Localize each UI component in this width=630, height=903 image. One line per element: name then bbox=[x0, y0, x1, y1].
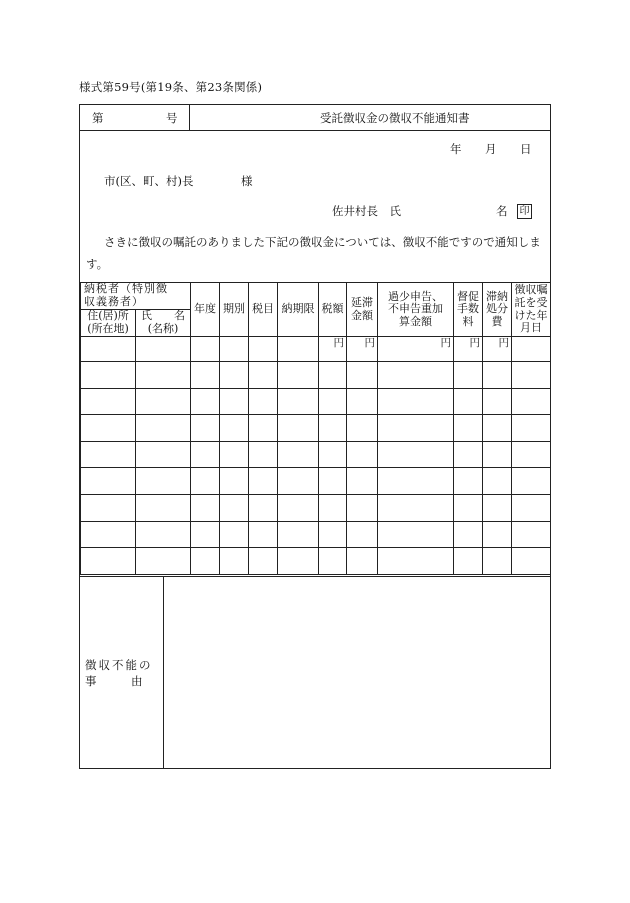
date-day: 日 bbox=[520, 142, 532, 156]
table-cell[interactable] bbox=[378, 388, 454, 415]
table-cell[interactable] bbox=[347, 388, 378, 415]
table-cell[interactable] bbox=[378, 441, 454, 468]
name-line-1: 氏 名 bbox=[141, 309, 185, 323]
unit-cell bbox=[191, 337, 220, 362]
taxpayer-header: 納税者（特別徴収義務者） bbox=[81, 283, 191, 310]
col-disposal-cost bbox=[483, 283, 512, 337]
unit-yen-tax: 円 bbox=[319, 337, 347, 362]
table-cell[interactable] bbox=[454, 468, 483, 495]
commission-line-2: 託を受 bbox=[514, 295, 548, 309]
table-cell[interactable] bbox=[483, 548, 512, 575]
table-cell[interactable] bbox=[278, 362, 319, 389]
table-cell[interactable] bbox=[454, 415, 483, 442]
table-cell[interactable] bbox=[81, 362, 136, 389]
table-cell[interactable] bbox=[220, 362, 249, 389]
table-cell[interactable] bbox=[512, 441, 551, 468]
table-cell[interactable] bbox=[136, 548, 191, 575]
table-row bbox=[81, 362, 551, 389]
unit-cell bbox=[512, 337, 551, 362]
table-cell[interactable] bbox=[81, 494, 136, 521]
commission-line-4: 月日 bbox=[520, 321, 542, 335]
table-cell[interactable] bbox=[319, 468, 347, 495]
table-cell[interactable] bbox=[483, 521, 512, 548]
address-line-2: (所在地) bbox=[87, 322, 129, 335]
table-cell[interactable] bbox=[191, 521, 220, 548]
unit-cell bbox=[220, 337, 249, 362]
table-row bbox=[81, 415, 551, 442]
table-cell[interactable] bbox=[378, 521, 454, 548]
addressee-name: 市(区、町、村)長 bbox=[104, 174, 194, 188]
table-row bbox=[81, 468, 551, 495]
unit-yen-penalty: 円 bbox=[378, 337, 454, 362]
table-cell[interactable] bbox=[249, 388, 278, 415]
penalty-line-3: 算金額 bbox=[399, 314, 432, 328]
reason-label bbox=[85, 658, 153, 689]
table-cell[interactable] bbox=[319, 388, 347, 415]
table-cell[interactable] bbox=[512, 362, 551, 389]
table-cell[interactable] bbox=[249, 521, 278, 548]
table-cell[interactable] bbox=[483, 415, 512, 442]
table-cell[interactable] bbox=[512, 494, 551, 521]
commission-line-1: 徴収嘱 bbox=[514, 283, 548, 297]
table-cell[interactable] bbox=[319, 362, 347, 389]
table-row bbox=[81, 548, 551, 575]
reason-label-line-2: 事 由 bbox=[85, 673, 143, 688]
unit-cell bbox=[278, 337, 319, 362]
table-cell[interactable] bbox=[512, 468, 551, 495]
col-penalty bbox=[378, 283, 454, 337]
table-cell[interactable] bbox=[347, 362, 378, 389]
col-due-date: 納期限 bbox=[278, 283, 319, 337]
col-name bbox=[136, 310, 191, 337]
table-cell[interactable] bbox=[220, 548, 249, 575]
date-year: 年 bbox=[450, 142, 462, 156]
col-reminder-fee bbox=[454, 283, 483, 337]
table-cell[interactable] bbox=[278, 468, 319, 495]
table-cell[interactable] bbox=[278, 548, 319, 575]
unit-yen-reminder: 円 bbox=[454, 337, 483, 362]
table-cell[interactable] bbox=[378, 494, 454, 521]
table-cell[interactable] bbox=[483, 494, 512, 521]
form-code: 様式第59号(第19条、第23条関係) bbox=[79, 80, 263, 94]
table-cell[interactable] bbox=[483, 388, 512, 415]
table-cell[interactable] bbox=[378, 548, 454, 575]
reason-label-line-1: 徴収不能の bbox=[85, 658, 153, 672]
col-fiscal-year: 年度 bbox=[191, 283, 220, 337]
disposal-line-3: 費 bbox=[491, 314, 503, 328]
table-cell[interactable] bbox=[81, 468, 136, 495]
penalty-line-2: 不申告重加 bbox=[388, 302, 443, 316]
col-late-fee bbox=[347, 283, 378, 337]
table-cell[interactable] bbox=[81, 441, 136, 468]
table-cell[interactable] bbox=[454, 441, 483, 468]
table-row bbox=[81, 441, 551, 468]
table-cell[interactable] bbox=[378, 468, 454, 495]
col-address bbox=[81, 310, 136, 337]
body-text-line-2: す。 bbox=[86, 257, 109, 271]
table-cell[interactable] bbox=[249, 362, 278, 389]
table-cell[interactable] bbox=[136, 468, 191, 495]
unit-yen-disposal: 円 bbox=[483, 337, 512, 362]
table-cell[interactable] bbox=[347, 494, 378, 521]
number-suffix: 号 bbox=[166, 111, 178, 125]
table-row bbox=[81, 521, 551, 548]
table-cell[interactable] bbox=[136, 441, 191, 468]
table-cell[interactable] bbox=[136, 521, 191, 548]
table-cell[interactable] bbox=[454, 548, 483, 575]
table-cell[interactable] bbox=[191, 441, 220, 468]
table-cell[interactable] bbox=[81, 388, 136, 415]
table-cell[interactable] bbox=[136, 362, 191, 389]
table-cell[interactable] bbox=[220, 415, 249, 442]
table-cell[interactable] bbox=[319, 521, 347, 548]
table-cell[interactable] bbox=[220, 468, 249, 495]
table-cell[interactable] bbox=[278, 415, 319, 442]
late-fee-line-2: 金額 bbox=[351, 308, 373, 322]
table-cell[interactable] bbox=[278, 521, 319, 548]
table-cell[interactable] bbox=[512, 548, 551, 575]
table-cell[interactable] bbox=[483, 468, 512, 495]
unit-cell bbox=[249, 337, 278, 362]
table-cell[interactable] bbox=[319, 494, 347, 521]
table-cell[interactable] bbox=[249, 548, 278, 575]
table-cell[interactable] bbox=[512, 415, 551, 442]
table-cell[interactable] bbox=[278, 494, 319, 521]
col-tax-amount: 税額 bbox=[319, 283, 347, 337]
form-title: 受託徴収金の徴収不能通知書 bbox=[320, 111, 470, 125]
table-cell[interactable] bbox=[220, 388, 249, 415]
table-cell[interactable] bbox=[347, 441, 378, 468]
table-cell[interactable] bbox=[249, 441, 278, 468]
table-cell[interactable] bbox=[483, 441, 512, 468]
sender-name-suffix: 名 bbox=[496, 204, 508, 218]
reason-field[interactable] bbox=[164, 577, 550, 768]
table-cell[interactable] bbox=[191, 415, 220, 442]
table-cell[interactable] bbox=[136, 415, 191, 442]
sender-name: 佐井村長 氏 bbox=[332, 204, 401, 218]
unit-cell bbox=[136, 337, 191, 362]
table-cell[interactable] bbox=[378, 415, 454, 442]
col-commission-date bbox=[512, 283, 551, 337]
number-prefix: 第 bbox=[92, 111, 104, 125]
table-cell[interactable] bbox=[191, 388, 220, 415]
table-cell[interactable] bbox=[191, 494, 220, 521]
disposal-line-2: 処分 bbox=[486, 302, 508, 316]
penalty-line-1: 過少申告、 bbox=[388, 289, 443, 303]
seal-mark: 印 bbox=[517, 204, 532, 219]
table-cell[interactable] bbox=[191, 362, 220, 389]
reminder-line-3: 料 bbox=[462, 314, 474, 328]
body-text-line-1: さきに徴収の嘱託のありました下記の徴収金については、徴収不能ですので通知しま bbox=[104, 235, 541, 249]
address-line-1: 住(居)所 bbox=[87, 309, 129, 323]
table-cell[interactable] bbox=[81, 548, 136, 575]
disposal-line-1: 滞納 bbox=[486, 289, 508, 303]
table-cell[interactable] bbox=[136, 494, 191, 521]
col-period: 期別 bbox=[220, 283, 249, 337]
table-cell[interactable] bbox=[347, 468, 378, 495]
table-cell[interactable] bbox=[220, 494, 249, 521]
table-cell[interactable] bbox=[319, 548, 347, 575]
late-fee-line-1: 延滞 bbox=[351, 295, 373, 309]
reminder-line-2: 手数 bbox=[457, 302, 479, 316]
table-cell[interactable] bbox=[378, 362, 454, 389]
table-cell[interactable] bbox=[454, 362, 483, 389]
commission-line-3: けた年 bbox=[514, 308, 548, 322]
notice-form bbox=[79, 104, 551, 769]
table-cell[interactable] bbox=[220, 441, 249, 468]
table-cell[interactable] bbox=[191, 548, 220, 575]
table-cell[interactable] bbox=[512, 388, 551, 415]
table-cell[interactable] bbox=[347, 548, 378, 575]
table-cell[interactable] bbox=[249, 494, 278, 521]
date-month: 月 bbox=[485, 142, 497, 156]
table-cell[interactable] bbox=[512, 521, 551, 548]
table-cell[interactable] bbox=[136, 388, 191, 415]
table-cell[interactable] bbox=[249, 468, 278, 495]
table-cell[interactable] bbox=[249, 415, 278, 442]
table-row bbox=[81, 494, 551, 521]
table-cell[interactable] bbox=[347, 521, 378, 548]
reminder-line-1: 督促 bbox=[457, 289, 479, 303]
col-tax-item: 税目 bbox=[249, 283, 278, 337]
table-cell[interactable] bbox=[278, 441, 319, 468]
table-cell[interactable] bbox=[319, 415, 347, 442]
addressee-honorific: 様 bbox=[241, 174, 253, 188]
table-cell[interactable] bbox=[191, 468, 220, 495]
unit-yen-late-fee: 円 bbox=[347, 337, 378, 362]
table-cell[interactable] bbox=[483, 362, 512, 389]
table-cell[interactable] bbox=[81, 521, 136, 548]
table-cell[interactable] bbox=[278, 388, 319, 415]
name-line-2: (名称) bbox=[147, 322, 179, 335]
table-cell[interactable] bbox=[454, 521, 483, 548]
table-cell[interactable] bbox=[81, 415, 136, 442]
uncollectible-table bbox=[80, 282, 551, 575]
table-row bbox=[81, 388, 551, 415]
unit-cell bbox=[81, 337, 136, 362]
table-cell[interactable] bbox=[347, 415, 378, 442]
table-cell[interactable] bbox=[454, 494, 483, 521]
table-cell[interactable] bbox=[454, 388, 483, 415]
table-cell[interactable] bbox=[220, 521, 249, 548]
table-cell[interactable] bbox=[319, 441, 347, 468]
